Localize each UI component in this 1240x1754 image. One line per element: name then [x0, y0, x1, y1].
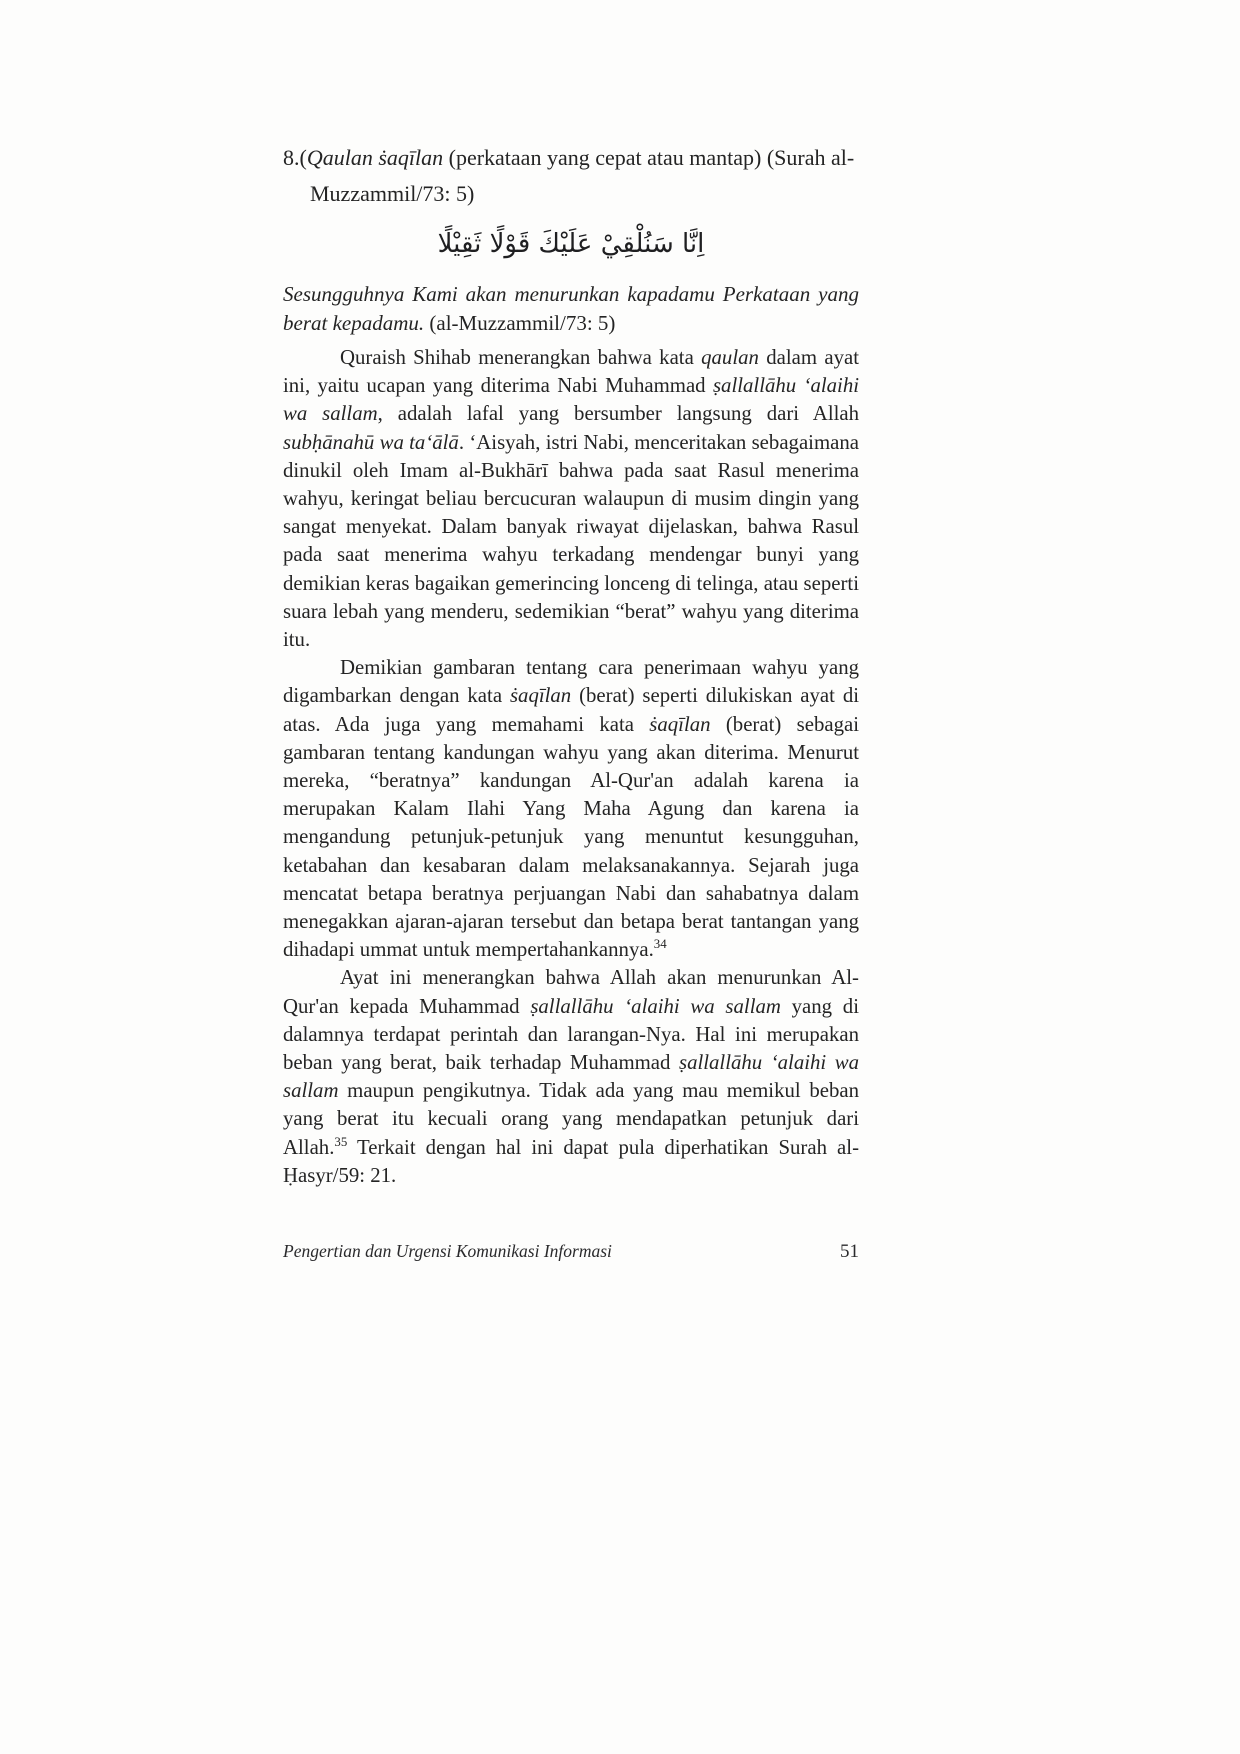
paragraph-2: Demikian gambaran tentang cara penerimaan wahyu yang digambarkan dengan kata ṡaqīlan (berat) seperti dilukiskan ayat di atas. Ada juga yang memahami kata ṡaqīlan (berat) sebagai gambaran tentang kandungan wahyu yang akan diterima. Menurut mereka, “beratnya” kandungan Al-Qur'an adalah karena ia merupakan Kalam Ilahi Yang Maha Agung dan karena ia mengandung petunjuk-petunjuk yang menuntut kesungguhan, ketabahan dan kesabaran dalam melaksanakannya. Sejarah juga mencatat betapa beratnya perjuangan Nabi dan sahabatnya dalam menegakkan ajaran-ajaran tersebut dan betapa berat tantangan yang dihadapi ummat untuk mempertahankannya.$^{34}$ [283, 656, 859, 962]
paragraph-3: Ayat ini menerangkan bahwa Allah akan menurunkan Al-Qur'an kepada Muhammad ṣallallāhu ‘alaihi wa sallam yang di dalamnya terdapat perintah dan larangan-Nya. Hal ini merupakan beban yang berat, baik terhadap Muhammad ṣallallāhu ‘alaihi wa sallam maupun pengikutnya. Tidak ada yang mau memikul beban yang berat itu kecuali orang yang mendapatkan petunjuk dari Allah.$^{35}$ Terkait dengan hal ini dapat pula diperhatikan Surah al-Ḥasyr/59: 21. [283, 966, 859, 1187]
numbered-item-heading: 8.(Qaulan ṡaqīlan (perkataan yang cepat atau mantap) (Surah al-Muzzammil/73: 5) [283, 145, 855, 206]
text-column [283, 140, 859, 1190]
arabic-verse: اِنَّا سَنُلْقِيْ عَلَيْكَ قَوْلًا ثَقِيْلًا [437, 229, 705, 259]
page-footer [283, 1241, 859, 1263]
running-footer-title: Pengertian dan Urgensi Komunikasi Informasi [283, 1241, 612, 1261]
paragraph-1: Quraish Shihab menerangkan bahwa kata qaulan dalam ayat ini, yaitu ucapan yang diterima Nabi Muhammad ṣallallāhu ‘alaihi wa sallam, adalah lafal yang bersumber langsung dari Allah subḥānahū wa ta‘ālā. ‘Aisyah, istri Nabi, menceritakan sebagaimana dinukil oleh Imam al-Bukhārī bahwa pada saat Rasul menerima wahyu, keringat beliau bercucuran walaupun di musim dingin yang sangat menyekat. Dalam banyak riwayat dijelaskan, bahwa Rasul pada saat menerima wahyu terkadang mendengar bunyi yang demikian keras bagaikan gemerincing lonceng di telinga, atau seperti suara lebah yang menderu, sedemikian “berat” wahyu yang diterima itu. [283, 346, 860, 652]
page-number: 51 [840, 1241, 859, 1262]
verse-translation: Sesungguhnya Kami akan menurunkan kapadamu Perkataan yang berat kepadamu. (al-Muzzammil/73: 5) [283, 282, 859, 335]
